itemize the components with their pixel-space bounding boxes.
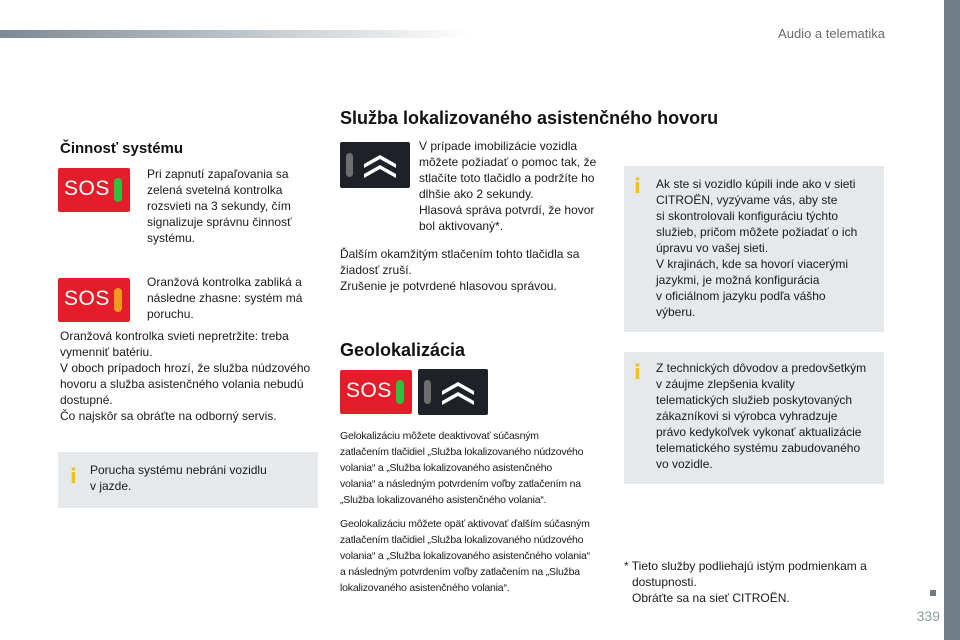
section-title: Audio a telematika [778, 26, 885, 41]
assist-call-heading: Služba lokalizovaného asistenčného hovoru [340, 108, 719, 128]
geolocation-heading: Geolokalizácia [340, 340, 466, 360]
orange-led-icon [114, 288, 122, 312]
geo-sos-button [340, 370, 412, 414]
green-led-icon [396, 380, 404, 404]
sos-button-green [58, 168, 130, 212]
geo-assist-button [418, 369, 488, 415]
citroen-chevrons-icon [362, 151, 398, 179]
system-operation-heading: Činnosť systému [60, 140, 184, 157]
assist-led-icon [346, 153, 353, 177]
page-marker [930, 590, 936, 596]
info-icon: i [634, 174, 641, 198]
green-led-text: Pri zapnutí zapaľovania sa zelená svetelná kontrolka rozsvieti na 3 sekundy, čím signalizuje správnu činnosť systému. [147, 167, 292, 245]
page-number: 339 [916, 608, 940, 624]
green-led-icon [114, 178, 122, 202]
info-icon: i [70, 464, 77, 488]
geo-deactivate-text: Gelokalizáciu môžete deaktivovať súčasným zatlačením tlačidiel „Služba lokalizovaného núdzového volania“ a „Služba lokalizovaného asistenčného volania“ a následným potvrdením voľby zatlačením na „Služba lokalizovaného asistenčného volania“. [340, 430, 584, 506]
info-box-network [624, 166, 884, 332]
assist-led-icon [424, 380, 431, 404]
orange-steady-paragraph: Oranžová kontrolka svieti nepretržite: treba vymenniť batériu. V oboch prípadoch hrozí, že služba núdzového hovoru a služba asistenčného volania nebudú dostupné. Čo najskôr sa obráťte na odborný servis. [60, 329, 311, 423]
orange-led-text: Oranžová kontrolka zabliká a následne zhasne: systém má poruchu. [147, 275, 303, 321]
page-edge-stripe [944, 0, 960, 640]
citroen-chevrons-icon [440, 378, 476, 406]
info-network-text: Ak ste si vozidlo kúpili inde ako v sieti CITROËN, vyzývame vás, aby ste si skontrolovali konfiguráciu týchto služieb, pričom môžete požiadať o ich úpravu vo vašej sieti. V krajinách, kde sa hovorí viacerými jazykmi, je možná konfigurácia v oficiálnom jazyku podľa vášho výberu. [656, 177, 858, 319]
assist-call-button [340, 142, 410, 188]
sos-button-orange [58, 278, 130, 322]
info-box-driving [58, 452, 318, 508]
geo-activate-text: Geolokalizáciu môžete opäť aktivovať ďalším súčasným zatlačením tlačidiel „Služba lokalizovaného núdzového volania“ a „Služba lokalizovaného asistenčného volania“ a následným potvrdením voľby zatlačením na „Služba lokalizovaného asistenčného volania“. [340, 518, 590, 594]
info-text: Porucha systému nebráni vozidlu v jazde. [90, 463, 267, 493]
sos-label: SOS [346, 379, 392, 402]
sos-label: SOS [64, 177, 110, 200]
info-updates-text: Z technických dôvodov a predovšetkým v záujme zlepšenia kvality telematických služieb poskytovaných zákazníkovi si výrobca vyhradzuje právo kedykoľvek vykonať aktualizácie telematického systému zabudovaného vo vozidle. [656, 361, 867, 471]
cancel-call-text: Ďalším okamžitým stlačením tohto tlačidla sa žiadosť zruší. Zrušenie je potvrdené hlasovou správou. [340, 247, 580, 293]
footnote: * Tieto služby podliehajú istým podmienkam a dostupnosti. Obráťte sa na sieť CITROËN. [624, 559, 867, 605]
info-box-updates [624, 352, 884, 484]
sos-label: SOS [64, 287, 110, 310]
assist-call-text: V prípade imobilizácie vozidla môžete požiadať o pomoc tak, že stlačíte toto tlačidlo a podržíte ho dlhšie ako 2 sekundy. Hlasová správa potvrdí, že hovor bol aktivovaný*. [419, 139, 597, 233]
info-icon: i [634, 360, 641, 384]
header-bar [0, 30, 470, 38]
